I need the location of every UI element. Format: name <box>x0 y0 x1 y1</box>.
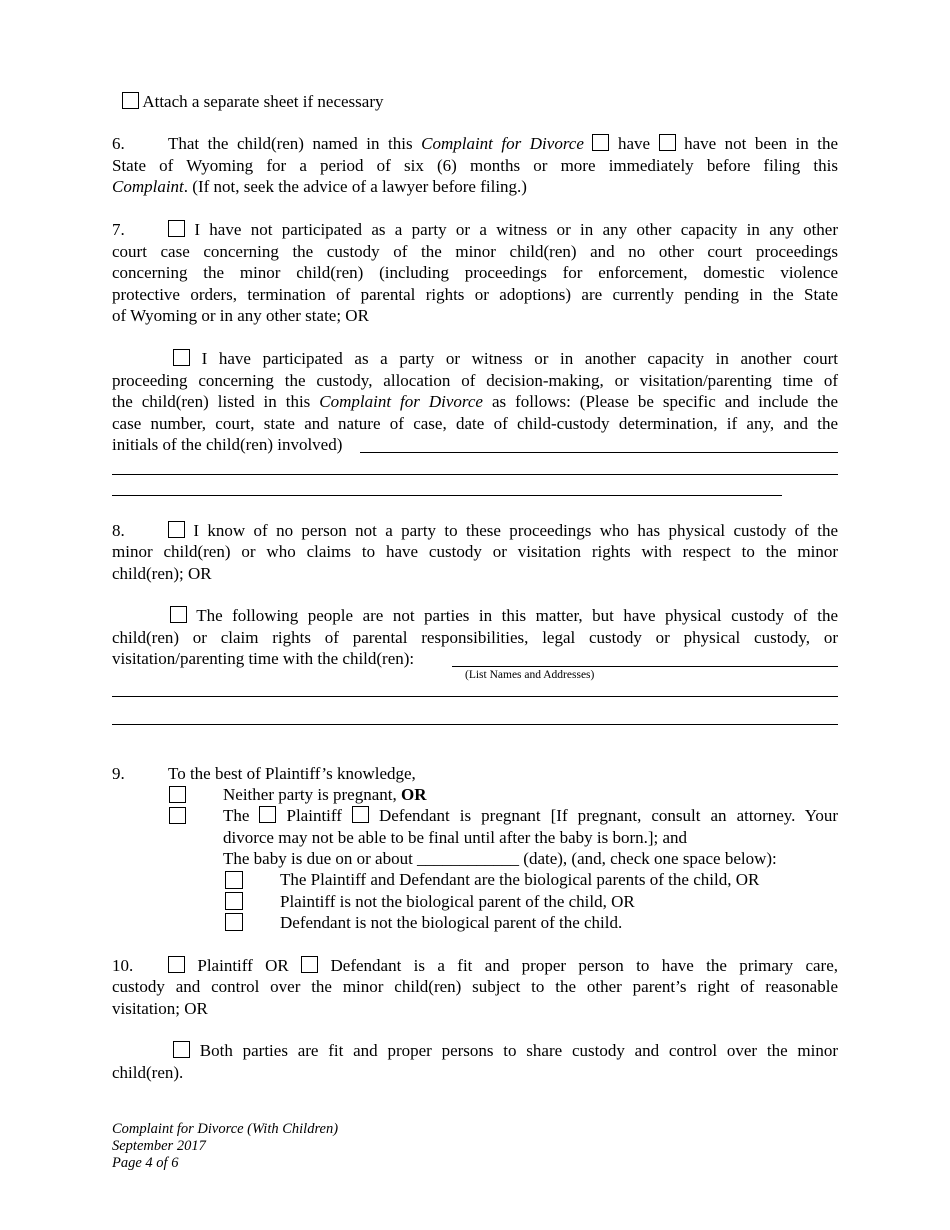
s6-line2: State of Wyoming for a period of six (6) months or more immediately before filing this <box>112 156 838 175</box>
s7-alt3-b: as follows: (Please be specific and include the <box>482 392 839 411</box>
s9-opt1-text: Neither party is pregnant, <box>223 785 401 804</box>
s8-alt-line1 <box>170 605 838 627</box>
s9-pregnant-plaintiff-checkbox[interactable] <box>259 806 276 823</box>
s8-list-caption: (List Names and Addresses) <box>465 669 595 681</box>
s6-line3-text: . (If not, seek the advice of a lawyer before filing.) <box>183 177 527 196</box>
s7-alt-line3 <box>112 391 838 413</box>
s7-alt-line5: initials of the child(ren) involved) <box>112 435 343 454</box>
s8-line1-text: I know of no person not a party to these proceedings who has physical custody of the <box>193 521 838 540</box>
s10-alt-line1 <box>173 1040 838 1062</box>
s9-opt2-plaintiff: Plaintiff <box>286 806 342 825</box>
s7-alt-line4: case number, court, state and nature of case, date of child-custody determination, if any, and the <box>112 414 838 433</box>
attach-sheet-label: Attach a separate sheet if necessary <box>142 92 384 111</box>
s9-sub2: Plaintiff is not the biological parent of the child, OR <box>280 892 635 911</box>
s10-line1-rest: Defendant is a fit and proper person to have the primary care, <box>330 956 839 975</box>
s10-number: 10. <box>112 956 134 975</box>
s7-line1 <box>112 219 838 241</box>
s6-have-not-label: have not been in the <box>684 134 839 153</box>
s9-intro: To the best of Plaintiff’s knowledge, <box>168 764 416 783</box>
footer-date: September 2017 <box>112 1138 206 1154</box>
s9-opt2-rest: Defendant is pregnant [If pregnant, consult an attorney. Your <box>378 806 839 825</box>
s9-sub3-checkbox[interactable] <box>225 913 243 931</box>
s7-fill-line-3[interactable] <box>112 495 782 496</box>
s10-defendant-checkbox[interactable] <box>301 956 318 973</box>
s7-number: 7. <box>112 220 125 239</box>
s10-line3: visitation; OR <box>112 999 208 1018</box>
s9-sub1-checkbox[interactable] <box>225 871 243 889</box>
s6-line3 <box>112 176 838 198</box>
s7-alt-line1 <box>173 348 838 370</box>
s7-not-participated-checkbox[interactable] <box>168 220 185 237</box>
s8-alt-line3: visitation/parenting time with the child(ren): <box>112 649 415 668</box>
s7-alt3-a: the child(ren) listed in this <box>112 392 320 411</box>
s7-fill-line-2[interactable] <box>112 474 838 475</box>
footer-page: Page 4 of 6 <box>112 1155 179 1171</box>
s7-alt-line2: proceeding concerning the custody, allocation of decision-making, or visitation/parenting time of <box>112 371 838 390</box>
s9-sub2-checkbox[interactable] <box>225 892 243 910</box>
s7-alt1-text: I have participated as a party or witness or in another capacity in another court <box>201 349 838 368</box>
s9-pregnant-checkbox[interactable] <box>169 807 186 824</box>
s8-number: 8. <box>112 521 125 540</box>
page-footer <box>112 1121 338 1172</box>
s6-text1: That the child(ren) named in this <box>168 134 422 153</box>
s8-following-people-checkbox[interactable] <box>170 606 187 623</box>
s7-alt3-doc: Complaint for Divorce <box>319 392 483 411</box>
s9-number: 9. <box>112 764 125 783</box>
s7-participated-checkbox[interactable] <box>173 349 190 366</box>
s9-opt2-line1 <box>223 805 838 827</box>
s7-line3: concerning the minor child(ren) (including proceedings for enforcement, domestic violence <box>112 263 838 282</box>
s9-neither-checkbox[interactable] <box>169 786 186 803</box>
s9-due-line: The baby is due on or about ____________ (date), (and, check one space below): <box>223 849 777 868</box>
s10-line1 <box>112 955 838 977</box>
s6-line1 <box>112 133 838 155</box>
s6-have-label: have <box>617 134 651 153</box>
s8-line3: child(ren); OR <box>112 564 212 583</box>
s9-pregnant-defendant-checkbox[interactable] <box>352 806 369 823</box>
s6-doc-title: Complaint for Divorce <box>421 134 584 153</box>
s9-opt2-the: The <box>223 806 250 825</box>
s8-line1 <box>112 520 838 542</box>
s8-alt1-text: The following people are not parties in this matter, but have physical custody of the <box>196 606 838 625</box>
s8-fill-line-1[interactable] <box>452 666 838 667</box>
s10-plaintiff-checkbox[interactable] <box>168 956 185 973</box>
s9-opt1-or: OR <box>400 785 427 804</box>
attach-sheet-checkbox[interactable] <box>122 92 139 109</box>
s6-number: 6. <box>112 134 125 153</box>
s6-have-not-checkbox[interactable] <box>659 134 676 151</box>
s9-opt2-line2: divorce may not be able to be final until after the baby is born.]; and <box>223 828 688 847</box>
s9-opt1 <box>223 784 426 806</box>
s8-alt-line2: child(ren) or claim rights of parental responsibilities, legal custody or physical custody, or <box>112 628 838 647</box>
s8-line2: minor child(ren) or who claims to have custody or visitation rights with respect to the minor <box>112 542 838 561</box>
s8-fill-line-2[interactable] <box>112 696 838 697</box>
s6-have-checkbox[interactable] <box>592 134 609 151</box>
s7-fill-line-1[interactable] <box>360 452 838 453</box>
s10-alt1-text: Both parties are fit and proper persons to share custody and control over the minor <box>199 1041 839 1060</box>
s8-fill-line-3[interactable] <box>112 724 838 725</box>
s10-alt-line2: child(ren). <box>112 1063 184 1082</box>
s10-line2: custody and control over the minor child(ren) subject to the other parent’s right of reasonable <box>112 977 838 996</box>
s7-line4: protective orders, termination of parental rights or adoptions) are currently pending in the State <box>112 285 838 304</box>
s9-sub3: Defendant is not the biological parent of the child. <box>280 913 623 932</box>
s8-no-person-checkbox[interactable] <box>168 521 185 538</box>
s10-both-parties-checkbox[interactable] <box>173 1041 190 1058</box>
s7-line1-text: I have not participated as a party or a witness or in any other capacity in any other <box>194 220 838 239</box>
footer-title: Complaint for Divorce (With Children) <box>112 1121 339 1137</box>
attach-sheet-line <box>122 91 384 112</box>
s9-intro-line <box>112 763 838 785</box>
s7-line2: court case concerning the custody of the minor child(ren) and no other court proceedings <box>112 242 838 261</box>
s10-plaintiff-or: Plaintiff OR <box>197 956 289 975</box>
s7-line5: of Wyoming or in any other state; OR <box>112 306 369 325</box>
s6-complaint: Complaint <box>112 177 184 196</box>
s9-sub1: The Plaintiff and Defendant are the biological parents of the child, OR <box>280 870 760 889</box>
